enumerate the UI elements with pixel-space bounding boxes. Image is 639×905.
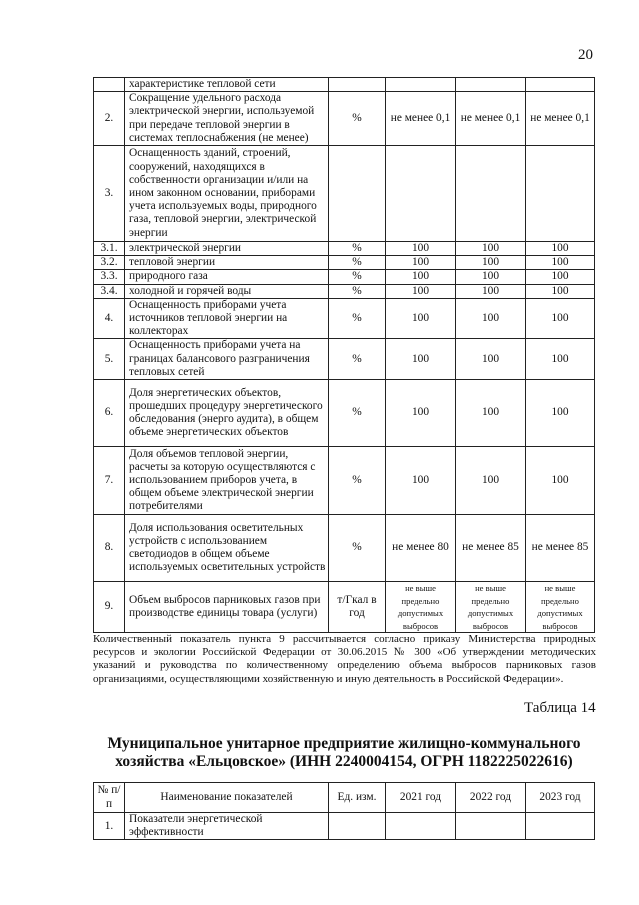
row-name: Оснащенность зданий, строений, сооружений, находящихся в собственности организации и/или на ином законном основании, приборами учета используемых воды, природного газа, тепловой энергии, электрической энергии bbox=[125, 146, 329, 242]
table-row bbox=[94, 582, 595, 633]
table-row bbox=[94, 813, 595, 840]
row-num: 5. bbox=[94, 339, 125, 380]
row-num: 2. bbox=[94, 92, 125, 146]
row-2022: 100 bbox=[456, 298, 526, 339]
row-2021: не выше предельно допустимых выбросов bbox=[386, 582, 456, 633]
row-2022 bbox=[456, 813, 526, 840]
table-row bbox=[94, 78, 595, 92]
row-name: Показатели энергетической эффективности bbox=[125, 813, 329, 840]
row-unit: % bbox=[329, 92, 386, 146]
row-name: холодной и горячей воды bbox=[125, 284, 329, 298]
row-2023: 100 bbox=[526, 339, 595, 380]
indicators-table-14 bbox=[93, 782, 595, 840]
row-2022: 100 bbox=[456, 270, 526, 284]
row-num: 4. bbox=[94, 298, 125, 339]
row-2022: не менее 85 bbox=[456, 515, 526, 582]
row-name: Оснащенность приборами учета источников тепловой энергии на коллекторах bbox=[125, 298, 329, 339]
table-header-row bbox=[94, 783, 595, 813]
table-row bbox=[94, 298, 595, 339]
row-2022: не менее 0,1 bbox=[456, 92, 526, 146]
header-2021: 2021 год bbox=[386, 783, 456, 813]
row-num: 9. bbox=[94, 582, 125, 633]
row-2022: 100 bbox=[456, 447, 526, 515]
row-name: Оснащенность приборами учета на границах балансового разграничения тепловых сетей bbox=[125, 339, 329, 380]
row-2022 bbox=[456, 78, 526, 92]
row-unit: % bbox=[329, 298, 386, 339]
row-2021: 100 bbox=[386, 284, 456, 298]
table-row bbox=[94, 92, 595, 146]
row-2023 bbox=[526, 813, 595, 840]
row-num: 3.4. bbox=[94, 284, 125, 298]
row-2023: не менее 0,1 bbox=[526, 92, 595, 146]
row-unit: т/Гкал в год bbox=[329, 582, 386, 633]
row-2021: 100 bbox=[386, 447, 456, 515]
row-2023: 100 bbox=[526, 242, 595, 256]
row-unit: % bbox=[329, 242, 386, 256]
header-unit: Ед. изм. bbox=[329, 783, 386, 813]
row-2023: 100 bbox=[526, 256, 595, 270]
header-2022: 2022 год bbox=[456, 783, 526, 813]
row-2021: 100 bbox=[386, 256, 456, 270]
row-num: 3. bbox=[94, 146, 125, 242]
header-name: Наименование показателей bbox=[125, 783, 329, 813]
row-name: Сокращение удельного расхода электрической энергии, используемой при передаче тепловой энергии в системах теплоснабжения (не менее) bbox=[125, 92, 329, 146]
row-2021: 100 bbox=[386, 270, 456, 284]
row-unit: % bbox=[329, 256, 386, 270]
row-2021 bbox=[386, 813, 456, 840]
row-2023: 100 bbox=[526, 447, 595, 515]
row-2023: 100 bbox=[526, 270, 595, 284]
row-unit: % bbox=[329, 380, 386, 447]
row-unit: % bbox=[329, 515, 386, 582]
table-row bbox=[94, 242, 595, 256]
row-name: Объем выбросов парниковых газов при производстве единицы товара (услуги) bbox=[125, 582, 329, 633]
row-2023: 100 bbox=[526, 298, 595, 339]
section-title: Муниципальное унитарное предприятие жилищно-коммунального хозяйства «Ельцовское» (ИНН 2240004154, ОГРН 1182225022616) bbox=[107, 735, 581, 770]
row-2021: 100 bbox=[386, 380, 456, 447]
row-2021: не менее 0,1 bbox=[386, 92, 456, 146]
row-2021: не менее 80 bbox=[386, 515, 456, 582]
table-label: Таблица 14 bbox=[524, 700, 596, 716]
row-2023 bbox=[526, 146, 595, 242]
table-row bbox=[94, 380, 595, 447]
row-unit: % bbox=[329, 339, 386, 380]
row-2023: не выше предельно допустимых выбросов bbox=[526, 582, 595, 633]
row-num: 6. bbox=[94, 380, 125, 447]
row-unit: % bbox=[329, 284, 386, 298]
row-name: характеристике тепловой сети bbox=[125, 78, 329, 92]
row-2021: 100 bbox=[386, 242, 456, 256]
table-row bbox=[94, 270, 595, 284]
row-unit: % bbox=[329, 447, 386, 515]
row-unit bbox=[329, 813, 386, 840]
row-name: тепловой энергии bbox=[125, 256, 329, 270]
row-2021: 100 bbox=[386, 298, 456, 339]
row-num: 7. bbox=[94, 447, 125, 515]
table-row bbox=[94, 146, 595, 242]
row-num: 8. bbox=[94, 515, 125, 582]
table-row bbox=[94, 515, 595, 582]
header-2023: 2023 год bbox=[526, 783, 595, 813]
row-2022: 100 bbox=[456, 284, 526, 298]
row-2022: 100 bbox=[456, 339, 526, 380]
row-2022: 100 bbox=[456, 242, 526, 256]
table-row bbox=[94, 256, 595, 270]
row-num: 1. bbox=[94, 813, 125, 840]
row-2021 bbox=[386, 78, 456, 92]
row-num: 3.2. bbox=[94, 256, 125, 270]
row-unit: % bbox=[329, 270, 386, 284]
row-num: 3.3. bbox=[94, 270, 125, 284]
row-name: электрической энергии bbox=[125, 242, 329, 256]
row-2022: 100 bbox=[456, 256, 526, 270]
row-unit bbox=[329, 78, 386, 92]
row-unit bbox=[329, 146, 386, 242]
row-2021: 100 bbox=[386, 339, 456, 380]
row-2021 bbox=[386, 146, 456, 242]
row-2023: не менее 85 bbox=[526, 515, 595, 582]
indicators-table-continued bbox=[93, 77, 595, 633]
row-2023: 100 bbox=[526, 284, 595, 298]
footnote-paragraph: Количественный показатель пункта 9 рассчитывается согласно приказу Министерства природных ресурсов и экологии Российской Федерации от 30.06.2015 № 300 «Об утверждении методических указаний и руководства по количественному определению объема выбросов парниковых газов организациями, осуществляющими хозяйственную и иную деятельность в Российской Федерации». bbox=[93, 633, 596, 685]
table-row bbox=[94, 284, 595, 298]
row-name: природного газа bbox=[125, 270, 329, 284]
table-row bbox=[94, 447, 595, 515]
row-name: Доля использования осветительных устройств с использованием светодиодов в общем объеме используемых осветительных устройств bbox=[125, 515, 329, 582]
row-2023: 100 bbox=[526, 380, 595, 447]
row-2023 bbox=[526, 78, 595, 92]
row-name: Доля энергетических объектов, прошедших процедуру энергетического обследования (энерго аудита), в общем объеме энергетических объектов bbox=[125, 380, 329, 447]
row-2022 bbox=[456, 146, 526, 242]
row-num bbox=[94, 78, 125, 92]
row-2022: не выше предельно допустимых выбросов bbox=[456, 582, 526, 633]
header-num: № п/п bbox=[94, 783, 125, 813]
page-number: 20 bbox=[578, 47, 593, 63]
row-num: 3.1. bbox=[94, 242, 125, 256]
table-row bbox=[94, 339, 595, 380]
row-name: Доля объемов тепловой энергии, расчеты за которую осуществляются с использованием приборов учета, в общем объеме электрической энергии потребителями bbox=[125, 447, 329, 515]
row-2022: 100 bbox=[456, 380, 526, 447]
